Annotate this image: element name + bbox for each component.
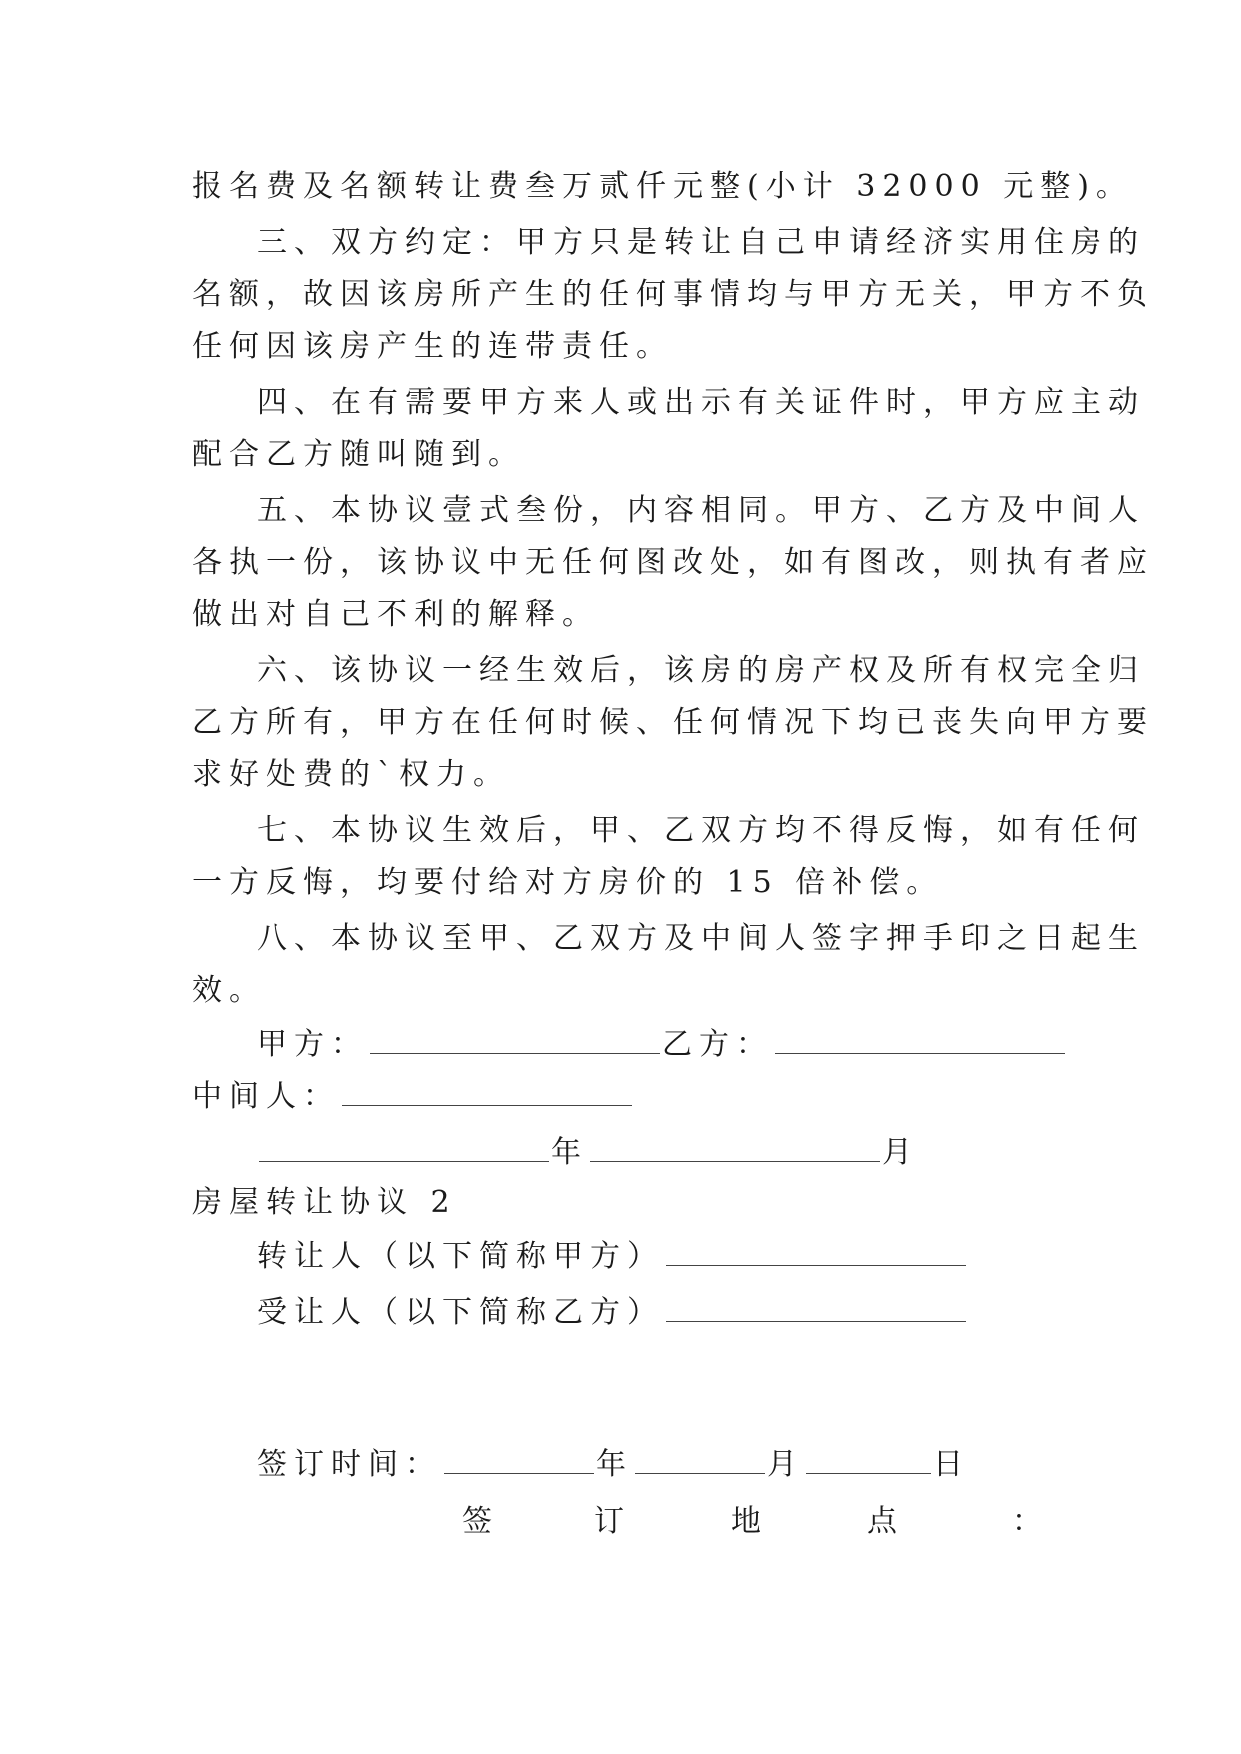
- year-blank[interactable]: [259, 1131, 549, 1162]
- sign-month-label: 月: [767, 1447, 804, 1482]
- sign-year-label: 年: [596, 1447, 633, 1482]
- party-a-label: 甲方：: [257, 1027, 368, 1062]
- sign-day-label: 日: [933, 1447, 970, 1482]
- clause-8-line: 八、本协议至甲、乙双方及中间人签字押手印之日起生: [257, 921, 1145, 956]
- party-a-signature-blank[interactable]: [370, 1023, 660, 1054]
- clause-8-line: 效。: [192, 973, 266, 1008]
- clause-3-line: 三、双方约定：甲方只是转让自己申请经济实用住房的: [257, 225, 1145, 260]
- middleman-row: [192, 1075, 1054, 1115]
- clause-7-line: 七、本协议生效后，甲、乙双方均不得反悔，如有任何: [257, 813, 1145, 848]
- agreement-2-title: 房屋转让协议 2: [192, 1185, 457, 1220]
- clause-6-line: 六、该协议一经生效后，该房的房产权及所有权完全归: [257, 653, 1145, 688]
- party-b-label: 乙方：: [662, 1027, 773, 1062]
- sign-place-char: 订: [594, 1504, 624, 1539]
- sign-time-label: 签订时间：: [257, 1447, 442, 1482]
- date-row: [257, 1131, 1119, 1171]
- clause-5-line: 五、本协议壹式叁份，内容相同。甲方、乙方及中间人: [257, 493, 1145, 528]
- sign-year-blank[interactable]: [444, 1443, 594, 1474]
- clause-5-line: 各执一份，该协议中无任何图改处，如有图改，则执有者应: [192, 545, 1154, 580]
- sign-day-blank[interactable]: [806, 1443, 931, 1474]
- transferee-label: 受让人（以下简称乙方）: [257, 1295, 664, 1330]
- clause-4-line: 配合乙方随叫随到。: [192, 437, 525, 472]
- sign-place-char: ：: [1012, 1504, 1042, 1539]
- middleman-label: 中间人：: [192, 1079, 340, 1114]
- transferee-row: [257, 1291, 1119, 1331]
- month-label: 月: [882, 1135, 919, 1170]
- sign-time-row: [257, 1443, 1119, 1483]
- clause-3-line: 任何因该房产生的连带责任。: [192, 329, 673, 364]
- clause-6-line: 乙方所有，甲方在任何时候、任何情况下均已丧失向甲方要: [192, 705, 1154, 740]
- transferee-blank[interactable]: [666, 1291, 966, 1322]
- sign-place-char: 地: [731, 1504, 761, 1539]
- sign-place-char: 点: [867, 1504, 897, 1539]
- clause-3-line: 名额，故因该房所产生的任何事情均与甲方无关，甲方不负: [192, 277, 1154, 312]
- middleman-signature-blank[interactable]: [342, 1075, 632, 1106]
- clause-5-line: 做出对自己不利的解释。: [192, 597, 599, 632]
- clause-4-line: 四、在有需要甲方来人或出示有关证件时，甲方应主动: [257, 385, 1145, 420]
- year-label: 年: [551, 1135, 588, 1170]
- transferor-row: [257, 1235, 1119, 1275]
- transferor-blank[interactable]: [666, 1235, 966, 1266]
- signature-row: [257, 1023, 1057, 1063]
- party-b-signature-blank[interactable]: [775, 1023, 1065, 1054]
- clause-7-line: 一方反悔，均要付给对方房价的 15 倍补偿。: [192, 865, 944, 900]
- sign-month-blank[interactable]: [635, 1443, 765, 1474]
- sign-place-char: 签: [462, 1504, 492, 1539]
- transferor-label: 转让人（以下简称甲方）: [257, 1239, 664, 1274]
- paragraph-line: 报名费及名额转让费叁万贰仟元整(小计 32000 元整)。: [192, 169, 1133, 204]
- month-blank[interactable]: [590, 1131, 880, 1162]
- clause-6-line: 求好处费的`权力。: [192, 757, 510, 792]
